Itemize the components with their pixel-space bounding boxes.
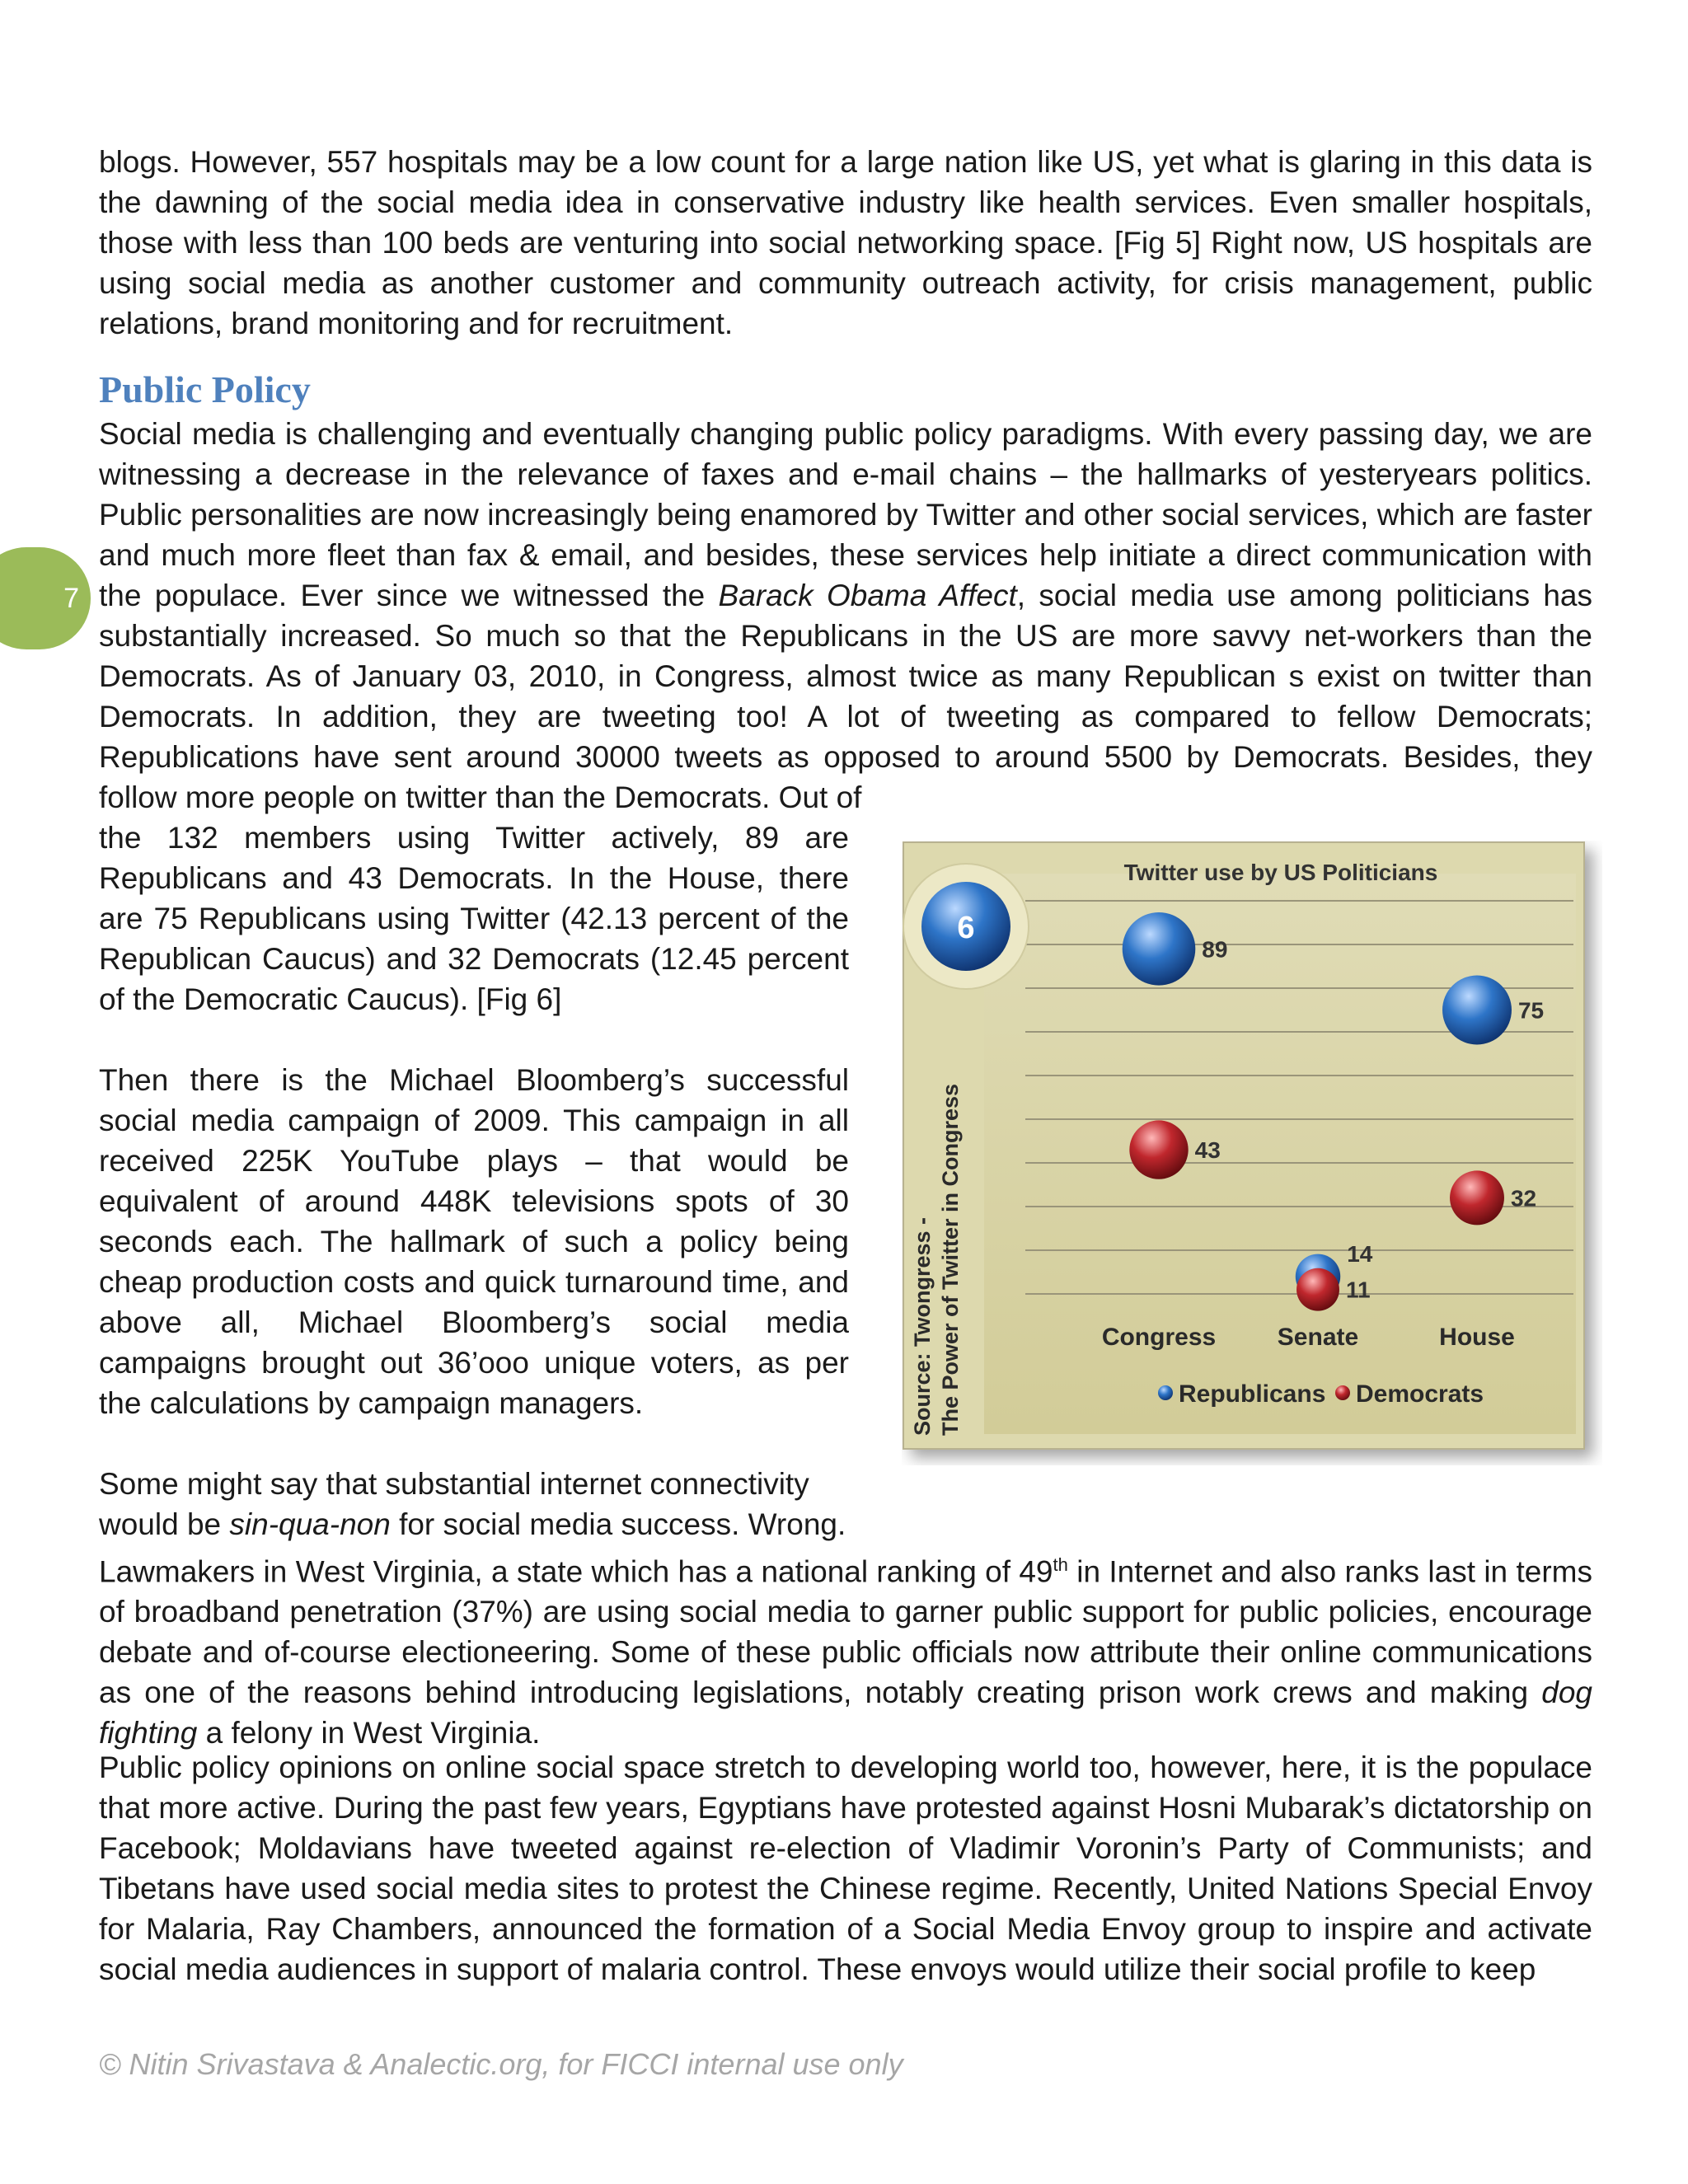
chart-source-line-2: The Power of Twitter in Congress	[938, 1083, 963, 1436]
label-republicans-house: 75	[1517, 997, 1545, 1024]
point-democrats-congress	[1129, 1120, 1188, 1179]
intro-paragraph: blogs. However, 557 hospitals may be a low count for a large nation like US, yet what is glaring in this data is the dawning of the social media idea in conservative industry like health services. Even smaller hospitals, those with less than 100 beds are venturing into social networking space. [Fig 5] Right now, US hospitals are using social media as another customer and community outreach activity, for crisis management, public relations, brand monitoring and for recruitment.	[99, 145, 1592, 340]
figure-badge-number: 6	[957, 911, 975, 945]
policy-text-1: Social media is challenging and eventually changing public policy paradigms. With every passing day, we are witnessing a decrease in the relevance of faxes and e-mail chains – the hallmarks of yesteryears politics. Public personalities are now increasingly being enamored by Twitter and other social services, which are faster and much more fleet than fax & email, and besides, these services help initiate a direct communication with the populace. Ever since we witnessed the	[99, 417, 1592, 612]
label-republicans-senate: 14	[1347, 1240, 1373, 1267]
category-label-house: House	[1439, 1324, 1515, 1351]
connectivity-cont-pre: Lawmakers in West Virginia, a state which has a national ranking of 49	[99, 1554, 1053, 1589]
ordinal-superscript: th	[1053, 1554, 1068, 1575]
legend-label-democrats: Democrats	[1356, 1380, 1484, 1408]
point-democrats-senate	[1296, 1268, 1339, 1311]
connectivity-lines	[99, 1464, 849, 1544]
label-democrats-congress: 43	[1194, 1137, 1221, 1164]
legend-marker-republicans	[1158, 1385, 1173, 1400]
policy-emphasis: Barack Obama Affect	[718, 579, 1017, 612]
point-democrats-house	[1450, 1170, 1504, 1225]
members-paragraph: the 132 members using Twitter actively, 89 are Republicans and 43 Democrats. In the House, there are 75 Republicans using Twitter (42.13 percent of the Republican Caucus) and 32 Democrats (12.45 percent of the Democratic Caucus). [Fig 6]	[99, 821, 849, 1016]
connectivity-paragraph	[99, 1544, 1592, 1753]
connectivity-line-2-post: for social media success. Wrong.	[390, 1507, 846, 1541]
page-number: 7	[63, 583, 79, 614]
bloomberg-paragraph: Then there is the Michael Bloomberg’s successful social media campaign of 2009. This campaign in all received 225K YouTube plays – that would be equivalent of around 448K televisions spots of 30 seconds each. The hallmark of such a policy being cheap production costs and quick turnaround time, and above all, Michael Bloomberg’s social media campaigns brought out 36’ooo unique voters, as per the calculations by campaign managers.	[99, 1063, 849, 1420]
label-democrats-house: 32	[1510, 1185, 1537, 1212]
connectivity-line-1: Some might say that substantial internet connectivity	[99, 1467, 809, 1501]
dog-fighting-emphasis: dog fighting	[99, 1675, 1592, 1750]
label-democrats-senate: 11	[1345, 1277, 1371, 1303]
category-label-congress: Congress	[1101, 1324, 1217, 1351]
policy-paragraph	[99, 414, 1592, 818]
chart-title: Twitter use by US Politicians	[1123, 860, 1438, 885]
section-heading: Public Policy	[99, 368, 311, 410]
twitter-chart	[902, 841, 1602, 1465]
twitter-chart-figure	[902, 841, 1602, 1465]
developing-world-paragraph: Public policy opinions on online social space stretch to developing world too, however, here, it is the populace that more active. During the past few years, Egyptians have protested against Hosni Mubarak’s dictatorship on Facebook; Moldavians have tweeted against re-election of Vladimir Voronin’s Party of Communists; and Tibetans have used social media sites to protest the Chinese regime. Recently, United Nations Special Envoy for Malaria, Ray Chambers, announced the formation of a Social Media Envoy group to inspire and activate social media audiences in support of malaria control. These envoys would utilize their social profile to keep	[99, 1750, 1592, 1986]
category-label-senate: Senate	[1277, 1324, 1359, 1351]
connectivity-cont-mid: in Internet and also ranks last in terms of broadband penetration (37%) are using social media to garner public support for public policies, encourage debate and of-course electioneering. Some of these public officials now attribute their online communications as one of the reasons behind introducing legislations, notably creating prison work crews and making	[99, 1554, 1592, 1710]
footer-copyright: © Nitin Srivastava & Analectic.org, for FICCI internal use only	[99, 2047, 903, 2081]
policy-text-2: , social media use among politicians has substantially increased. So much so that the Republicans in the US are more savvy net-workers than the Democrats. As of January 03, 2010, in Congress, almost twice as many Republican s exist on twitter than Democrats. In addition, they are tweeting too! A lot of tweeting as compared to fellow Democrats; Republications have sent around 30000 tweets as opposed to around 5500 by Democrats. Besides, they follow more people on twitter than the Democrats. Out of	[99, 579, 1592, 814]
legend-label-republicans: Republicans	[1179, 1380, 1326, 1408]
label-republicans-congress: 89	[1202, 936, 1228, 963]
page-number-badge	[0, 547, 91, 649]
point-republicans-congress	[1123, 912, 1196, 986]
connectivity-cont-post: a felony in West Virginia.	[197, 1716, 541, 1750]
legend-marker-democrats	[1335, 1385, 1350, 1400]
connectivity-emphasis: sin-qua-non	[229, 1507, 391, 1541]
chart-source-line-1: Source: Twongress -	[910, 1216, 935, 1436]
connectivity-line-2-pre: would be	[99, 1507, 230, 1541]
chart-legend	[1158, 1380, 1484, 1408]
point-republicans-house	[1442, 976, 1512, 1045]
